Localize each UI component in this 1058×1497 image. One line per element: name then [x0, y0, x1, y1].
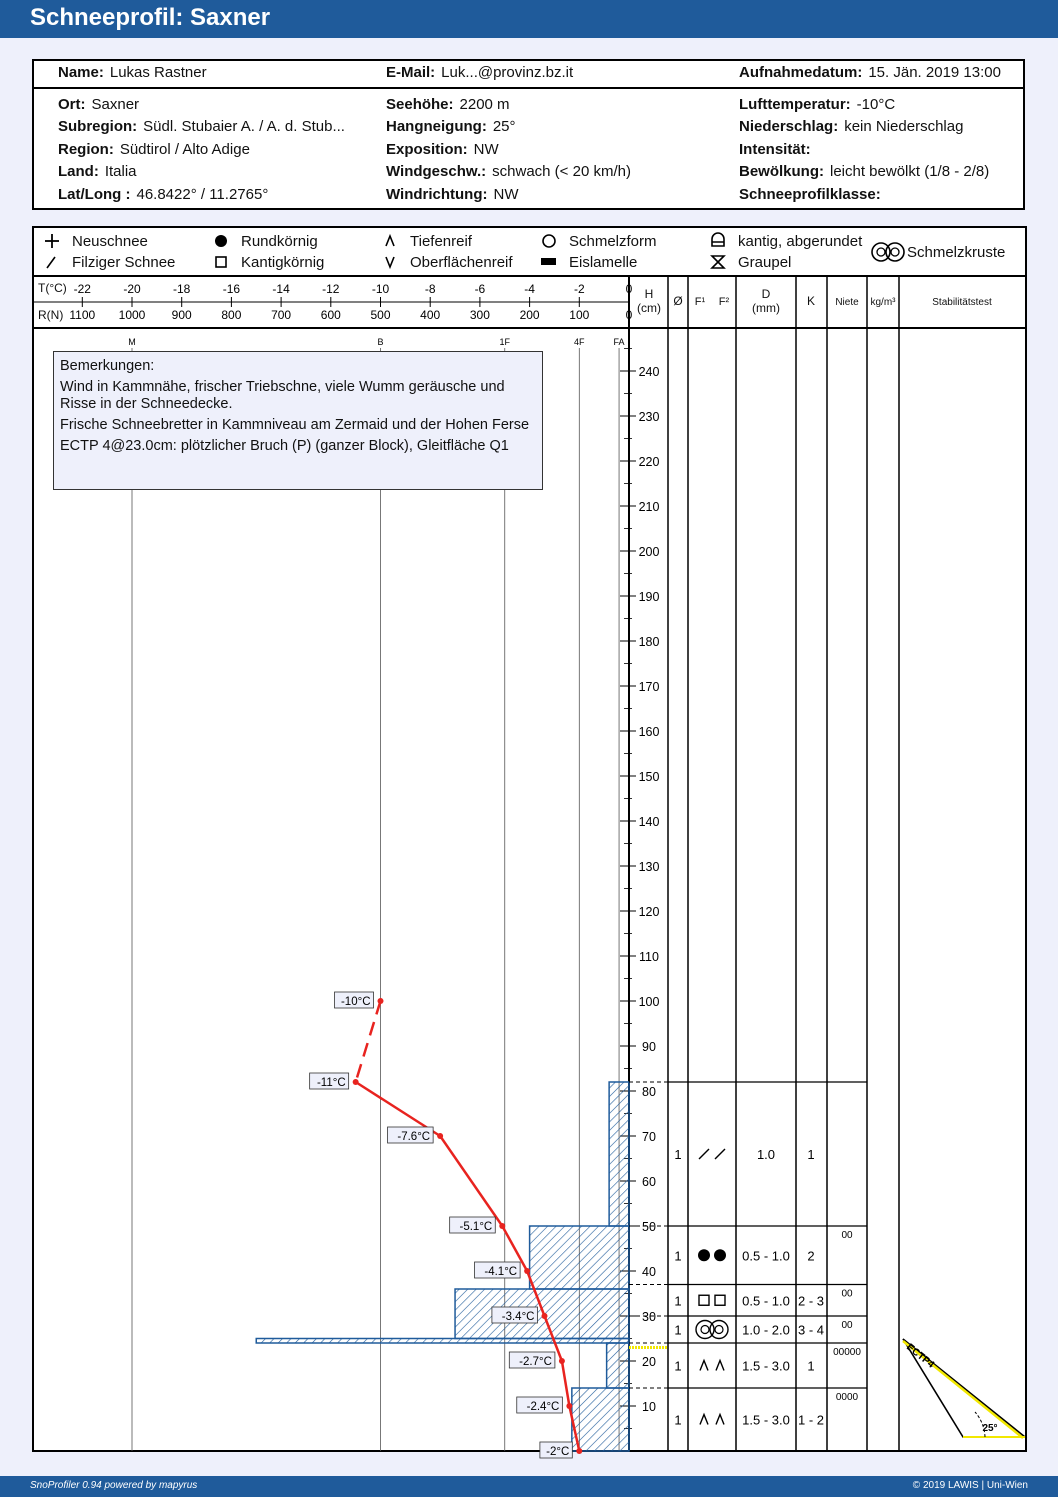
temp-point	[378, 998, 384, 1004]
ectp-label: ECTP4	[904, 1341, 937, 1371]
bewoelkung-field: Bewölkung: leicht bewölkt (1/8 - 2/8)	[739, 163, 990, 180]
temp-label: -2.4°C	[526, 1401, 560, 1413]
tiefenreif-icon	[386, 236, 394, 246]
layer-k: 2	[807, 1248, 815, 1264]
niederschlag-field: Niederschlag: kein Niederschlag	[739, 118, 964, 135]
legend	[45, 233, 1005, 271]
height-tick-label: 80	[642, 1085, 656, 1099]
kantig-abgerundet-icon	[712, 233, 724, 246]
legend-schmelzform: Schmelzform	[569, 233, 657, 250]
temp-tick-label: -18	[173, 282, 191, 296]
page-title: Schneeprofil: Saxner	[30, 4, 271, 31]
resistance-bar	[607, 1343, 629, 1388]
kantigkoernig-icon	[216, 257, 226, 267]
layer-ff: 1	[674, 1293, 682, 1309]
remarks-line-3: ECTP 4@23.0cm: plötzlicher Bruch (P) (ganzer Block), Gleitfläche Q1	[60, 438, 509, 454]
legend-filziger: Filziger Schnee	[72, 254, 176, 271]
niete-col-label: Niete	[835, 297, 859, 308]
resistance-bar	[572, 1388, 629, 1451]
layer-ff: 1	[674, 1147, 682, 1162]
temperature-profile	[310, 992, 583, 1458]
temp-tick-label: -12	[322, 282, 340, 296]
height-tick-label: 140	[638, 815, 660, 829]
layer-grain-size: 1.0 - 2.0	[742, 1322, 790, 1338]
layer-k: 1	[807, 1147, 815, 1162]
windgeschw-field: Windgeschw.: schwach (< 20 km/h)	[386, 163, 631, 180]
temp-point	[353, 1079, 359, 1085]
lufttemp-field: Lufttemperatur: -10°C	[739, 96, 896, 113]
temp-tick-label: -2	[573, 282, 585, 296]
email-field: E-Mail: Luk...@provinz.bz.it	[386, 64, 574, 81]
resistance-bar	[609, 1082, 629, 1226]
temp-label: -7.6°C	[397, 1131, 431, 1143]
rundkoernig-icon	[714, 1249, 726, 1261]
tiefenreif-icon	[700, 1361, 708, 1371]
oberflaechenreif-icon	[386, 257, 394, 267]
hangneigung-field: Hangneigung: 25°	[386, 118, 516, 135]
layer-table	[629, 1082, 867, 1428]
land-field: Land: Italia	[58, 163, 137, 180]
resistance-bar	[530, 1226, 629, 1289]
density-col-label: kg/m³	[870, 297, 896, 308]
temp-point	[499, 1223, 505, 1229]
legend-eislamelle: Eislamelle	[569, 254, 638, 271]
hardness-label: 4F	[574, 337, 585, 347]
slope-angle-label: 25°	[982, 1423, 998, 1434]
resistance-tick-label: 200	[519, 308, 540, 322]
layer-niete: 00000	[833, 1347, 861, 1358]
region-field: Region: Südtirol / Alto Adige	[58, 141, 250, 158]
legend-graupel: Graupel	[738, 254, 792, 271]
height-tick-label: 20	[642, 1355, 656, 1369]
rundkoernig-icon	[215, 235, 227, 247]
temp-tick-label: -6	[474, 282, 486, 296]
legend-oberflaechenreif: Oberflächenreif	[410, 254, 513, 271]
height-tick-label: 40	[642, 1265, 656, 1279]
temp-label: -5.1°C	[459, 1221, 493, 1233]
filziger-icon	[715, 1149, 725, 1159]
temp-tick-label: -14	[272, 282, 290, 296]
height-tick-label: 230	[638, 410, 660, 424]
hardness-label: B	[377, 337, 384, 347]
name-field: Name: Lukas Rastner	[58, 64, 207, 81]
height-tick-label: 60	[642, 1175, 656, 1189]
exposition-field: Exposition: NW	[386, 141, 499, 158]
height-tick-label: 200	[638, 545, 660, 559]
hardness-label: M	[128, 337, 136, 347]
schmelzkruste-icon	[696, 1321, 728, 1339]
temp-tick-label: -4	[524, 282, 535, 296]
temp-tick-label: 0	[625, 282, 633, 296]
height-tick-label: 240	[638, 365, 660, 379]
temp-point	[576, 1448, 582, 1454]
f1-col-label: F¹	[694, 296, 706, 308]
layer-grain-size: 0.5 - 1.0	[742, 1293, 790, 1309]
temp-label: -4.1°C	[484, 1266, 518, 1278]
diam-col-label: Ø	[673, 294, 683, 308]
resistance-axis-label: R(N)	[38, 308, 64, 322]
layer-ff: 1	[674, 1248, 682, 1264]
profilklasse-field: Schneeprofilklasse:	[739, 186, 881, 203]
height-tick-label: 90	[642, 1040, 656, 1054]
height-tick-label: 160	[638, 725, 660, 739]
resistance-bar	[256, 1339, 629, 1344]
graupel-icon	[712, 256, 724, 268]
temp-tick-label: -8	[424, 282, 436, 296]
rundkoernig-icon	[698, 1249, 710, 1261]
hardness-label: FA	[613, 337, 625, 347]
layer-ff: 1	[674, 1358, 682, 1374]
tiefenreif-icon	[716, 1361, 724, 1371]
windrichtung-field: Windrichtung: NW	[386, 186, 519, 203]
height-tick-label: 150	[638, 770, 660, 784]
k-col-label: K	[806, 294, 816, 308]
height-tick-label: 220	[638, 455, 660, 469]
hardness-label: 1F	[499, 337, 511, 347]
d-col-label: D	[761, 287, 771, 301]
temp-tick-label: -22	[73, 282, 91, 296]
temp-label: -2°C	[546, 1446, 570, 1458]
height-tick-label: 170	[638, 680, 660, 694]
temp-point	[542, 1313, 548, 1319]
remarks-line-2: Frische Schneebretter in Kammniveau am Zermaid und der Hohen Ferse	[60, 417, 530, 433]
height-tick-label: 190	[638, 590, 660, 604]
height-col-unit: (cm)	[637, 301, 661, 315]
legend-kantig-abgerundet: kantig, abgerundet	[738, 233, 863, 250]
schmelzform-icon	[543, 235, 555, 247]
remarks-box	[53, 351, 543, 490]
temp-point	[559, 1358, 565, 1364]
layer-k: 3 - 4	[797, 1322, 825, 1338]
latlong-field: Lat/Long : 46.8422° / 11.2765°	[58, 186, 269, 203]
height-tick-label: 30	[642, 1310, 656, 1324]
height-tick-label: 120	[638, 905, 660, 919]
temp-tick-label: -16	[222, 282, 241, 296]
resistance-tick-label: 700	[271, 308, 292, 322]
resistance-tick-label: 800	[221, 308, 242, 322]
remarks-title: Bemerkungen:	[60, 358, 155, 374]
layer-ff: 1	[674, 1322, 682, 1338]
resistance-tick-label: 600	[320, 308, 341, 322]
ort-field: Ort: Saxner	[58, 96, 140, 113]
filziger-icon	[699, 1149, 709, 1159]
f2-col-label: F²	[718, 296, 730, 308]
temp-tick-label: -10	[371, 282, 390, 296]
layer-niete: 0000	[835, 1392, 859, 1403]
legend-schmelzkruste: Schmelzkruste	[907, 244, 1006, 261]
layer-grain-size: 1.5 - 3.0	[742, 1358, 790, 1374]
remarks-line-1: Wind in Kammnähe, frischer Triebschne, viele Wumm geräusche und Risse in der Schneedecke.	[60, 379, 505, 412]
layer-grain-size: 1.0	[756, 1147, 776, 1162]
eislamelle-icon	[541, 258, 556, 265]
height-tick-label: 50	[642, 1220, 656, 1234]
filziger-icon	[47, 257, 55, 268]
layer-grain-size: 0.5 - 1.0	[742, 1248, 790, 1264]
resistance-tick-label: 100	[569, 308, 590, 322]
resistance-bar	[455, 1289, 629, 1339]
height-tick-label: 210	[638, 500, 660, 514]
seehoehe-field: Seehöhe: 2200 m	[386, 96, 510, 113]
temp-segment	[440, 1136, 502, 1226]
footer	[0, 1476, 1058, 1497]
height-tick-label: 10	[642, 1400, 656, 1414]
stability-col-label: Stabilitätstest	[932, 297, 992, 308]
temp-tick-label: -20	[123, 282, 141, 296]
height-tick-label: 110	[639, 950, 659, 964]
kantigkoernig-icon	[699, 1295, 709, 1305]
tiefenreif-icon	[700, 1415, 708, 1425]
layer-ff: 1	[674, 1412, 682, 1428]
temp-label: -10°C	[340, 996, 371, 1008]
tiefenreif-icon	[716, 1415, 724, 1425]
temp-segment	[562, 1361, 569, 1406]
layer-niete: 00	[841, 1230, 853, 1241]
subregion-field: Subregion: Südl. Stubaier A. / A. d. Stub...	[58, 118, 345, 135]
height-tick-label: 100	[638, 995, 660, 1009]
layer-k: 1 - 2	[797, 1412, 825, 1428]
temp-point	[524, 1268, 530, 1274]
resistance-tick-label: 1100	[69, 308, 96, 322]
kantigkoernig-icon	[715, 1295, 725, 1305]
temp-point	[437, 1133, 443, 1139]
legend-tiefenreif: Tiefenreif	[410, 233, 472, 250]
layer-k: 1	[807, 1358, 815, 1374]
temp-label: -2.7°C	[519, 1356, 552, 1368]
height-tick-label: 70	[642, 1130, 656, 1144]
temp-label: -3.4°C	[501, 1311, 535, 1323]
layer-niete: 00	[841, 1320, 853, 1331]
temp-segment	[356, 1001, 381, 1082]
height-tick-label: 130	[638, 860, 660, 874]
intensitaet-field: Intensität:	[739, 141, 811, 158]
height-col-label: H	[644, 287, 654, 301]
legend-kantigkoernig: Kantigkörnig	[241, 254, 325, 271]
date-field: Aufnahmedatum: 15. Jän. 2019 13:00	[739, 64, 1001, 81]
schmelzkruste-icon	[872, 243, 904, 261]
layer-niete: 00	[841, 1288, 853, 1300]
legend-rundkoernig: Rundkörnig	[241, 233, 318, 250]
resistance-tick-label: 0	[625, 308, 633, 322]
temp-axis-label: T(°C)	[38, 281, 67, 295]
height-tick-label: 180	[638, 635, 660, 649]
resistance-tick-label: 400	[420, 308, 441, 322]
resistance-tick-label: 1000	[118, 308, 146, 322]
temp-point	[566, 1403, 572, 1409]
footer-left: SnoProfiler 0.94 powered by mapyrus	[30, 1480, 198, 1491]
resistance-tick-label: 300	[469, 308, 490, 322]
layer-grain-size: 1.5 - 3.0	[742, 1412, 790, 1428]
temp-label: -11°C	[316, 1077, 346, 1089]
legend-neuschnee: Neuschnee	[72, 233, 148, 250]
d-col-unit: (mm)	[752, 301, 780, 315]
footer-right: © 2019 LAWIS | Uni-Wien	[912, 1480, 1028, 1491]
resistance-tick-label: 900	[171, 308, 192, 322]
layer-k: 2 - 3	[797, 1293, 825, 1309]
resistance-tick-label: 500	[370, 308, 391, 322]
